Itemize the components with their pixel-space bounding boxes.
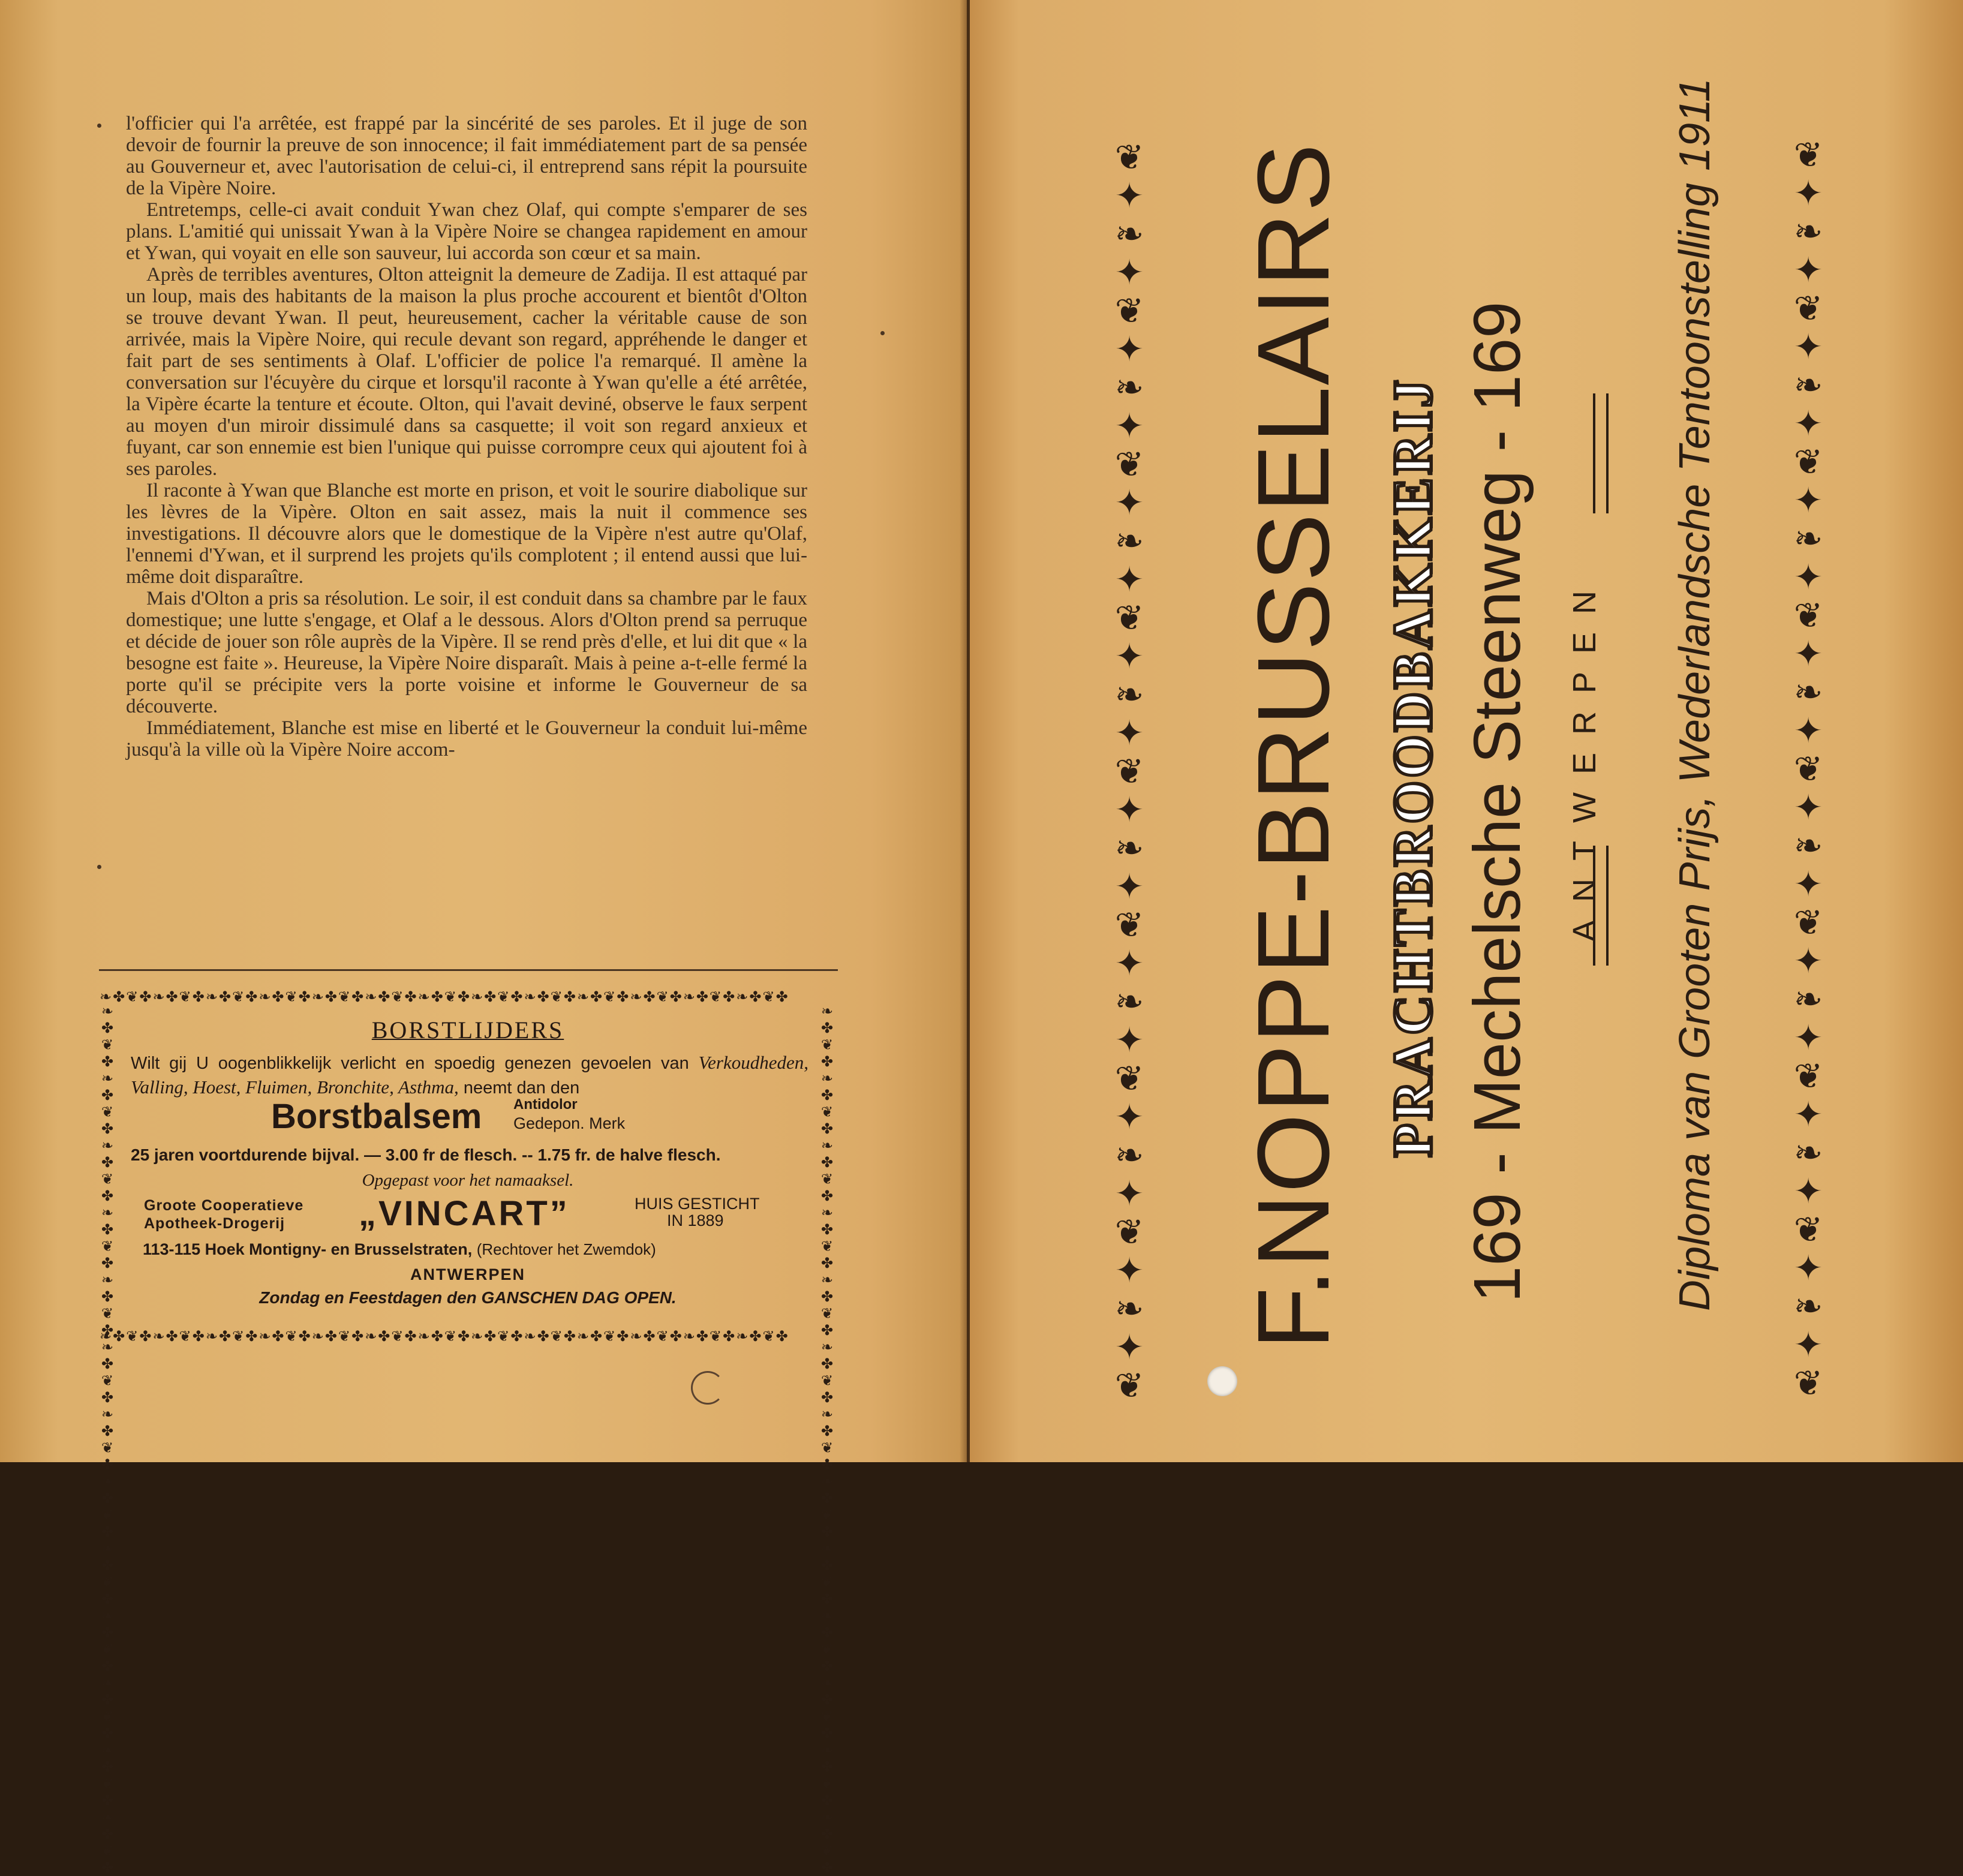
ad-address-street: 113-115 Hoek Montigny- en Brusselstraten, (143, 1240, 473, 1258)
left-page (0, 0, 967, 1876)
ad-title: BORSTLIJDERS (371, 1017, 564, 1044)
story-text (126, 113, 807, 760)
ornament-column-left: ❦✦❧✦❦✦❧✦❦✦❧✦❦✦❧✦❦✦❧✦❦✦❧✦❦✦❧✦❦✦❧✦❦ (1109, 137, 1150, 1403)
ad-address (143, 1240, 656, 1259)
ad-city: ANTWERPEN (410, 1265, 525, 1283)
double-rule (1593, 846, 1609, 966)
ad-intro-plain: Wilt gij U oogenblikkelijk verlicht en spoedig genezen gevoelen van (131, 1054, 689, 1073)
print-speck (97, 124, 101, 128)
ad-coop-line1: Groote Cooperatieve (144, 1197, 304, 1214)
ad-intro-text (131, 1051, 808, 1100)
print-speck (97, 865, 101, 869)
ad-founded-line2: IN 1889 (667, 1211, 724, 1229)
double-rule (1593, 393, 1609, 513)
ad-border-right: ❧✤❦✤❧✤❦✤❧✤❦✤❧✤❦✤❧✤❦✤❧✤❦✤❧✤❦✤❧✤❦✤❧✤❦✤❧✤❦✤❧✤❦✤❧✤❦✤❧✤❦✤ (819, 1003, 835, 1876)
print-speck (880, 331, 885, 335)
ad-product-name: Borstbalsem (271, 1097, 482, 1136)
ad-intro-end: neemt dan den (463, 1078, 580, 1098)
ad-border-bottom: ❧✤❦✤❧✤❦✤❧✤❦✤❧✤❦✤❧✤❦✤❧✤❦✤❧✤❦✤❧✤❦✤❧✤❦✤❧✤❦✤❧✤❦✤❧✤❦✤❧✤❦✤ (100, 1328, 789, 1345)
story-paragraph: Mais d'Olton a pris sa résolution. Le soir, il est conduit dans sa chambre par le faux domestique; une lutte s'engage, et Olaf a le dessous. Alors d'Olton prend sa perruque et décide de jouer son rôle auprès de la Vipère. Il se rend près d'elle, et lui dit que « la besogne est faite ». Heureuse, la Vipère Noire disparaît. Mais à peine a-t-elle fermé la porte qu'il se précipite vers la porte voisine et informe le Gouverneur de sa découverte. (126, 588, 807, 717)
ad-opening-hours: Zondag en Feestdagen den GANSCHEN DAG OPEN. (259, 1288, 677, 1307)
punch-hole (1207, 1366, 1237, 1396)
story-paragraph: Après de terribles aventures, Olton atteignit la demeure de Zadija. Il est attaqué par un loup, mais des habitants de la maison la plus proche accourent et bientôt d'Olton se trouve devant Ywan. Il peut, heureusement, cacher la véritable cause de son arrivée, mais la Vipère Noire, qui recule devant son regard, appréhende le danger et fait part de ses sentiments à Olaf. L'officier de police l'a remarqué. Il amène la conversation sur l'écuyère du cirque et lorsqu'il raconte à Ywan qu'elle a été arrêtée, la Vipère écarte la tenture et écoute. Olton, qui l'avait deviné, observe le faux serpent au moyen d'un miroir dissimulé dans sa casquette; il voit son regard anxieux et fuyant, car son ennemie est bien l'unique qui puisse corrompre ceux qui ajoutent foi à ses paroles. (126, 264, 807, 480)
ad-trademark: Gedepon. Merk (513, 1114, 626, 1132)
ad-intro-ailments: Verkoudheden, Valling, Hoest, Fluimen, Bronchite, Asthma, (131, 1052, 809, 1098)
business-address: 169 - Mechelsche Steenweg - 169 (1460, 301, 1534, 1303)
story-paragraph: Entretemps, celle-ci avait conduit Ywan chez Olaf, qui compte s'emparer de ses plans. L'amitié qui unissait Ywan à la Vipère Noire se changea rapidement en amour et Ywan, qui voyait en elle son sauveur, lui accorda son cœur et sa main. (126, 199, 807, 264)
story-paragraph: l'officier qui l'a arrêtée, est frappé par la sincérité de ses paroles. Et il juge de son devoir de fournir la preuve de son innocence; il fait immédiatement part de sa pensée au Gouverneur et, avec l'autorisation de celui-ci, il entreprend sans répit la poursuite de la Vipère Noire. (126, 113, 807, 199)
ad-antidolor: Antidolor (513, 1096, 578, 1113)
business-city: ANTWERPEN (1567, 572, 1603, 942)
horizontal-rule (99, 969, 838, 971)
ad-coop-line2: Apotheek-Drogerij (144, 1215, 285, 1232)
diploma-award: Diploma van Grooten Prijs, Wederlandsche Tentoonstelling 1911 (1671, 78, 1719, 1311)
ad-warning: Opgepast voor het namaaksel. (362, 1171, 574, 1190)
ad-border-left: ❧✤❦✤❧✤❦✤❧✤❦✤❧✤❦✤❧✤❦✤❧✤❦✤❧✤❦✤❧✤❦✤❧✤❦✤❧✤❦✤❧✤❦✤❧✤❦✤❧✤❦✤ (99, 1003, 115, 1876)
hole-impression (691, 1371, 725, 1405)
story-paragraph: Immédiatement, Blanche est mise en liberté et le Gouverneur la conduit lui-même jusqu'à la ville où la Vipère Noire accom- (126, 717, 807, 760)
business-owner-name: F.NOPPE-BRUSSELAIRS (1237, 142, 1351, 1349)
ad-price-line: 25 jaren voortdurende bijval. — 3.00 fr de flesch. -- 1.75 fr. de halve flesch. (131, 1146, 721, 1164)
ad-address-landmark: (Rechtover het Zwemdok) (476, 1240, 656, 1258)
ad-brand-name: „VINCART” (359, 1194, 570, 1233)
ad-founded-line1: HUIS GESTICHT (635, 1195, 760, 1213)
advertisement-vincart (99, 988, 836, 1876)
story-paragraph: Il raconte à Ywan que Blanche est morte en prison, et voit le sourire diabolique sur les lèvres de la Vipère. Olton en sait assez, mais la nuit il commence ses investigations. Il découvre alors que le domestique de la Vipère n'est autre qu'Olaf, l'ennemi d'Ywan, et il surprend les projets qu'ils complotent ; il entend aussi que lui-même doit disparaître. (126, 480, 807, 588)
ornament-column-right: ❦✦❧✦❦✦❧✦❦✦❧✦❦✦❧✦❦✦❧✦❦✦❧✦❦✦❧✦❦✦❧✦❦ (1788, 134, 1829, 1401)
business-type: PRACHTBROODBAKKERIJ (1382, 377, 1443, 1158)
ad-border-top: ❧✤❦✤❧✤❦✤❧✤❦✤❧✤❦✤❧✤❦✤❧✤❦✤❧✤❦✤❧✤❦✤❧✤❦✤❧✤❦✤❧✤❦✤❧✤❦✤❧✤❦✤ (100, 989, 789, 1005)
